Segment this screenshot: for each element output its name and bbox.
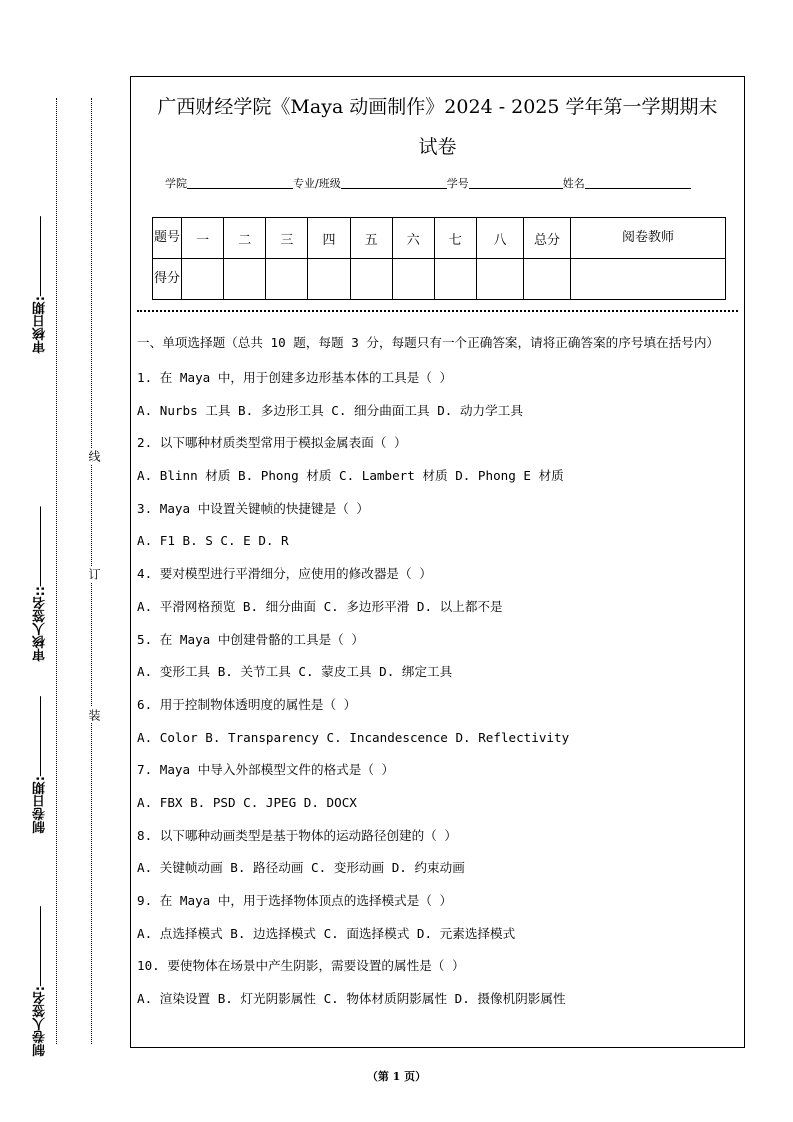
question-1: 1. 在 Maya 中，用于创建多边形基本体的工具是（ ） <box>137 370 453 385</box>
bind-mark-bind: 装 <box>87 709 101 721</box>
score-header-cell: 八 <box>477 218 524 259</box>
score-header-cell: 七 <box>434 218 476 259</box>
options-4: A. 平滑网格预览 B. 细分曲面 C. 多边形平滑 D. 以上都不是 <box>137 598 503 614</box>
question-5: 5. 在 Maya 中创建骨骼的工具是（ ） <box>137 631 364 647</box>
exam-title <box>131 87 744 167</box>
score-header-cell: 六 <box>392 218 434 259</box>
options-8: A. 关键帧动画 B. 路径动画 C. 变形动画 D. 约束动画 <box>137 860 465 876</box>
options-5: A. 变形工具 B. 关节工具 C. 蒙皮工具 D. 绑定工具 <box>137 664 453 680</box>
page-number: （第 1 页） <box>366 1070 427 1083</box>
question-2: 2. 以下哪种材质类型常用于模拟金属表面（ ） <box>137 435 407 451</box>
field-college-label: 学院 <box>165 177 187 190</box>
reviewer-signature-label: 审核人签名:: <box>31 500 50 663</box>
options-3: A. F1 B. S C. E D. R <box>137 533 289 549</box>
question-3: 3. Maya 中设置关键帧的快捷键是（ ） <box>137 500 369 516</box>
score-cell[interactable] <box>477 259 524 300</box>
score-cell[interactable] <box>434 259 476 300</box>
score-header-cell: 五 <box>350 218 392 259</box>
section-multiple-choice <box>137 332 734 1016</box>
score-header-cell: 题号 <box>153 218 182 259</box>
score-cell[interactable] <box>182 259 224 300</box>
review-date-label: 审核日期: <box>31 210 50 355</box>
question-10: 10. 要使物体在场景中产生阴影，需要设置的属性是（ ） <box>137 958 465 974</box>
question-8: 8. 以下哪种动画类型是基于物体的运动路径创建的（ ） <box>137 827 457 843</box>
question-9: 9. 在 Maya 中，用于选择物体顶点的选择模式是（ ） <box>137 893 453 908</box>
question-7: 7. Maya 中导入外部模型文件的格式是（ ） <box>137 762 395 778</box>
score-header-cell: 二 <box>224 218 266 259</box>
field-college-blank[interactable] <box>187 176 293 189</box>
field-major-blank[interactable] <box>341 176 447 189</box>
score-header-cell: 阅卷教师 <box>571 218 726 259</box>
score-cell[interactable] <box>266 259 308 300</box>
score-header-cell: 一 <box>182 218 224 259</box>
student-info <box>165 175 691 191</box>
paper-date-label: 制卷日期: <box>31 690 50 835</box>
bind-mark-line: 线 <box>87 450 101 462</box>
score-row-label: 得分 <box>153 259 182 300</box>
options-9: A. 点选择模式 B. 边选择模式 C. 面选择模式 D. 元素选择模式 <box>137 925 516 941</box>
exam-frame <box>130 76 745 1048</box>
bind-mark-staple: 订 <box>87 568 101 580</box>
score-table-header-row <box>153 218 726 259</box>
options-6: A. Color B. Transparency C. Incandescence D. Reflectivity <box>137 729 570 745</box>
title-line-2: 试卷 <box>418 136 457 158</box>
score-header-cell: 三 <box>266 218 308 259</box>
options-1: A. Nurbs 工具 B. 多边形工具 C. 细分曲面工具 D. 动力学工具 <box>137 402 523 418</box>
score-header-cell: 四 <box>308 218 350 259</box>
field-id-label: 学号 <box>446 177 469 190</box>
question-6: 6. 用于控制物体透明度的属性是（ ） <box>137 696 357 712</box>
options-2: A. Blinn 材质 B. Phong 材质 C. Lambert 材质 D. Phong E 材质 <box>137 468 564 484</box>
score-cell[interactable] <box>308 259 350 300</box>
score-cell[interactable] <box>524 259 571 300</box>
score-table-score-row <box>153 259 726 300</box>
score-header-cell: 总分 <box>524 218 571 259</box>
section-heading: 一、单项选择题（总共 10 题，每题 3 分，每题只有一个正确答案，请将正确答案的序号填在括号内） <box>137 335 720 350</box>
score-cell[interactable] <box>392 259 434 300</box>
options-10: A. 渲染设置 B. 灯光阴影属性 C. 物体材质阴影属性 D. 摄像机阴影属性 <box>137 991 566 1007</box>
field-name-blank[interactable] <box>585 176 691 189</box>
field-name-label: 姓名 <box>562 177 585 190</box>
paper-maker-signature-label: 制卷人签名: <box>31 900 50 1058</box>
dotted-divider <box>137 310 738 312</box>
field-major-label: 专业/班级 <box>293 177 341 190</box>
score-table <box>152 217 726 300</box>
score-cell[interactable] <box>350 259 392 300</box>
title-line-1: 广西财经学院《Maya 动画制作》2024 - 2025 学年第一学期期末 <box>157 96 718 118</box>
cut-line-outer <box>56 98 57 1044</box>
score-cell[interactable] <box>224 259 266 300</box>
options-7: A. FBX B. PSD C. JPEG D. DOCX <box>137 794 357 810</box>
field-id-blank[interactable] <box>469 176 563 189</box>
question-4: 4. 要对模型进行平滑细分，应使用的修改器是（ ） <box>137 566 432 582</box>
score-cell[interactable] <box>571 259 726 300</box>
